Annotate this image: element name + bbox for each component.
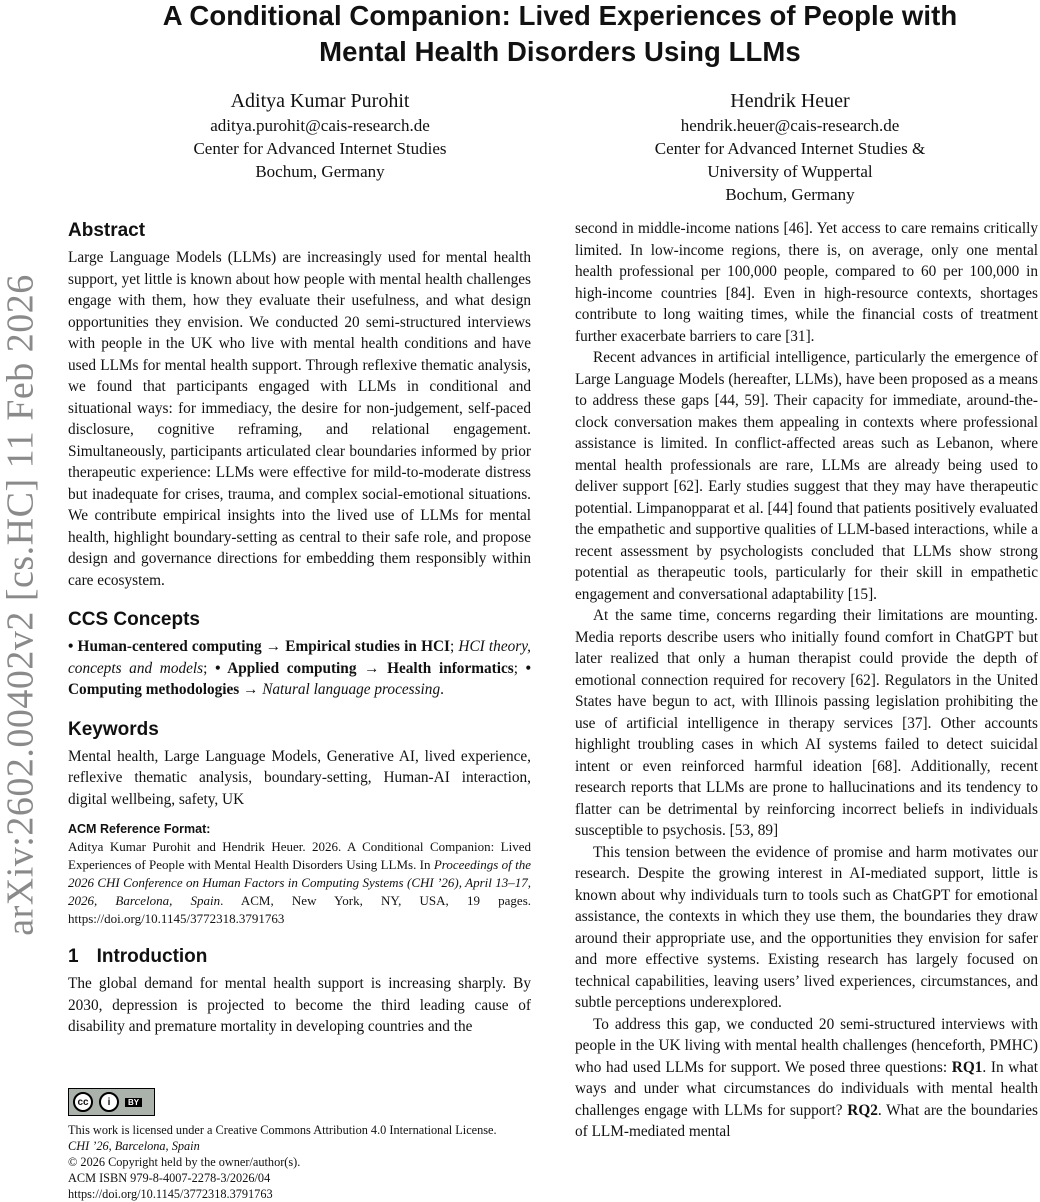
- ccs-term: • Human-centered computing → Empirical studies in HCI: [68, 638, 450, 655]
- paragraph: Recent advances in artificial intelligence, particularly the emergence of Large Language Models (hereafter, LLMs), have been proposed as a means to address these gaps [44, 59]. Their capacity for immediate, around-the-clock conversation makes them appealing in contexts where professional assistance is limited. In conflict-affected areas such as Lebanon, where mental health professionals are rare, LLMs are already being used to deliver support [62]. Early studies suggest that they may have therapeutic potential. Limpanopparat et al. [44] found that patients positively evaluated the empathetic and supportive qualities of LLM-based interactions, while a recent assessment by psychologists concluded that LLMs show strong potential as therapeutic tools, particularly for their skill in empathetic engagement and conversational adaptability [15].: [575, 349, 1038, 603]
- ccs-term: Natural language processing: [262, 681, 441, 698]
- by-label: BY: [125, 1098, 142, 1107]
- keywords-text: Mental health, Large Language Models, Generative AI, lived experience, reflexive thematic analysis, boundary-setting, Human-AI interaction, digital wellbeing, safety, UK: [68, 747, 531, 808]
- cc-by-badge[interactable]: [68, 1088, 155, 1116]
- section-title: Introduction: [96, 946, 208, 967]
- title-line-2: Mental Health Disorders Using LLMs: [319, 36, 801, 67]
- rq-text: . In what ways and under what circumstances do individuals with mental health challenges engage with LLMs for support?: [575, 1058, 1039, 1119]
- arxiv-stamp: [0, 270, 42, 940]
- right-column: [575, 218, 1038, 1143]
- rq2-label: RQ2: [847, 1101, 878, 1119]
- author-email: hendrik.heuer@cais-research.de: [680, 116, 900, 135]
- keywords-heading: Keywords: [68, 718, 159, 740]
- acm-ref-proceedings: Proceedings of the 2026 CHI Conference on Human Factors in Computing Systems (CHI ’26), April 13–17, 2026, Barcelona, Spain: [68, 857, 531, 908]
- author-affiliation: Center for Advanced Internet Studies: [193, 139, 447, 158]
- author-name: Hendrik Heuer: [730, 90, 850, 112]
- ccs-term: • Computing methodologies →: [68, 659, 531, 698]
- ccs-term: • Applied computing → Health informatics: [215, 659, 514, 677]
- author-block-1: [110, 88, 530, 183]
- paper-title: [60, 0, 1040, 70]
- copyright-line: © 2026 Copyright held by the owner/author(s).: [68, 1155, 301, 1169]
- abstract-text: Large Language Models (LLMs) are increasingly used for mental health support, yet little is known about how people with mental health challenges engage with them, how they evaluate their usefulness, and what design opportunities they envision. We conducted 20 semi-structured interviews with people in the UK who live with mental health conditions and have used LLMs for mental health support. Through reflexive thematic analysis, we found that participants engaged with LLMs in conditional and situational ways: for immediacy, the desire for non-judgement, self-paced disclosure, cognitive reframing, and relational engagement. Simultaneously, participants articulated clear boundaries informed by prior therapeutic experience: LLMs were effective for mild-to-moderate distress but inadequate for crises, trauma, and complex social-emotional situations. We contribute empirical insights into the lived use of LLMs for mental health, highlight boundary-setting as central to their safe role, and propose design and governance directions for embedding them responsibly within care ecosystem.: [68, 249, 531, 589]
- ccs-concepts: [68, 636, 531, 701]
- abstract-heading: Abstract: [68, 220, 146, 241]
- author-location: Bochum, Germany: [725, 185, 855, 204]
- rq1-label: RQ1: [951, 1058, 983, 1076]
- paragraph: This tension between the evidence of promise and harm motivates our research. Despite the growing interest in AI-mediated support, little is known about why individuals turn to tools such as ChatGPT for emotional assistance, the contexts in which they use them, the boundaries they draw around their appropriate use, and the opportunities they envision for safer and more effective systems. Existing research has largely focused on technical capabilities, leaving users’ lived experiences, circumstances, and subtle perceptions underexplored.: [575, 843, 1038, 1011]
- arxiv-stamp-text: arXiv:2602.00402v2 [cs.HC] 11 Feb 2026: [0, 274, 43, 936]
- author-affiliation-2: University of Wuppertal: [707, 162, 873, 181]
- ccs-heading: CCS Concepts: [68, 609, 200, 630]
- ccs-term: HCI theory, concepts and models: [68, 638, 531, 677]
- author-name: Aditya Kumar Purohit: [230, 90, 410, 112]
- license-text: [68, 1122, 531, 1202]
- acm-ref-part: . ACM, New York, NY, USA, 19 pages. https://doi.org/10.1145/3772318.3791763: [68, 893, 532, 926]
- acm-reference-text: [68, 838, 531, 928]
- intro-heading: [68, 944, 531, 970]
- rq-text: To address this gap, we conducted 20 semi-structured interviews with people in the UK living with mental health challenges (henceforth, PMHC) who had used LLMs for support. We posed three questions:: [575, 1015, 1038, 1076]
- author-email: aditya.purohit@cais-research.de: [210, 116, 430, 135]
- license-venue: [68, 1138, 531, 1154]
- doi-link[interactable]: https://doi.org/10.1145/3772318.3791763: [68, 1187, 273, 1201]
- ccs-separator: ;: [203, 659, 216, 677]
- paragraph: second in middle-income nations [46]. Yet access to care remains critically limited. In low-income regions, there is, on average, only one mental health professional per 100,000 people, compared to 60 per 100,000 in high-income countries [84]. Even in high-resource contexts, shortages contribute to long waiting times, while the financial costs of treatment further exacerbate barriers to care [31].: [575, 220, 1038, 345]
- intro-text: The global demand for mental health support is increasing sharply. By 2030, depression is projected to become the third leading cause of disability and premature mortality in developing countries and the: [68, 975, 531, 1035]
- venue-text: CHI ’26, Barcelona, Spain: [68, 1139, 200, 1153]
- isbn-line: ACM ISBN 979-8-4007-2278-3/2026/04: [68, 1171, 271, 1185]
- author-block-2: [560, 88, 1020, 206]
- acm-ref-part: Aditya Kumar Purohit and Hendrik Heuer. 2026. A Conditional Companion: Lived Experiences of People with Mental Health Disorders Using LLMs. In: [68, 839, 531, 872]
- section-number: 1: [68, 946, 79, 967]
- rq-text: . What are the boundaries of LLM-mediated mental: [575, 1101, 1038, 1140]
- acm-reference-heading: ACM Reference Format:: [68, 822, 211, 836]
- license-box: [68, 1088, 531, 1202]
- ccs-separator: ;: [513, 659, 526, 677]
- paragraph: At the same time, concerns regarding their limitations are mounting. Media reports describe users who initially found comfort in ChatGPT but later realized that only a human therapist could provide the depth of emotional connection required for recovery [62]. Regulators in the United States have begun to act, with Illinois passing legislation prohibiting the use of artificial intelligence in therapy services [37]. Other accounts highlight troubling cases in which AI systems failed to detect suicidal intent or even reinforced harmful ideation [68]. Additionally, recent research reports that LLMs are prone to hallucinations and its tendency to flatter can be detrimental by reinforcing incorrect beliefs in individuals susceptible to psychosis. [53, 89]: [575, 607, 1038, 839]
- ccs-separator: ;: [449, 638, 459, 655]
- author-location: Bochum, Germany: [255, 162, 385, 181]
- title-line-1: A Conditional Companion: Lived Experiences of People with: [162, 0, 958, 31]
- paragraph-research-questions: [575, 1014, 1038, 1143]
- ccs-separator: .: [440, 681, 444, 698]
- left-column: [68, 218, 531, 1038]
- cc-icon: cc: [73, 1092, 93, 1112]
- attribution-icon: i: [99, 1092, 119, 1112]
- author-affiliation: Center for Advanced Internet Studies &: [654, 139, 926, 158]
- license-line: This work is licensed under a Creative Commons Attribution 4.0 International License.: [68, 1123, 497, 1137]
